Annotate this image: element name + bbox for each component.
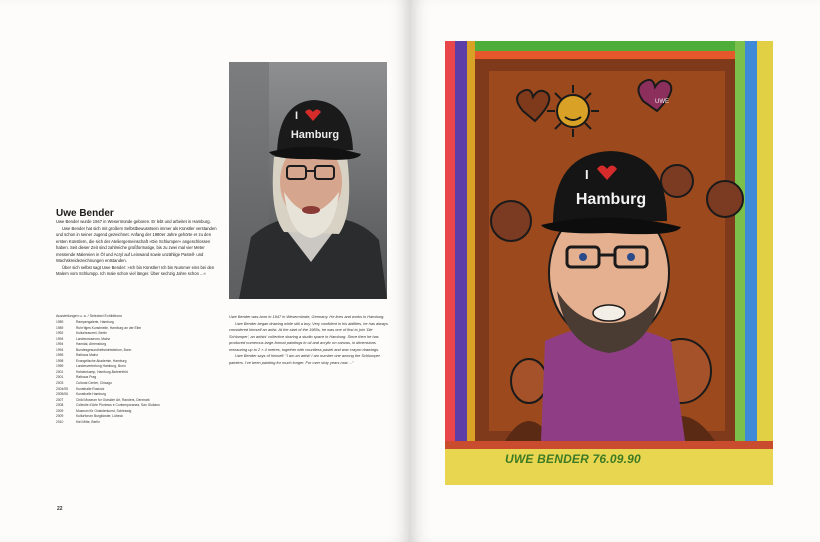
exhibition-venue: Child Museum for Outsider Art, Randers, Denmark bbox=[76, 397, 150, 402]
crayon-drawing-artwork bbox=[445, 41, 773, 485]
exhibition-year: 2008 bbox=[56, 403, 64, 408]
exhibition-year: 2010 bbox=[56, 419, 64, 424]
exhibitions-list bbox=[56, 320, 216, 425]
exhibition-venue: Evangelische Akademie, Hamburg bbox=[76, 358, 127, 363]
exhibition-venue: Holstenkamp, Hamburg-Bahrenfeld bbox=[76, 369, 128, 374]
exhibition-venue: Kulturbrauerei, Berlin bbox=[76, 331, 107, 336]
bio-paragraph: Uwe Bender wurde 1947 in Wesermünde geboren. Er lebt und arbeitet in Hamburg. bbox=[56, 219, 211, 224]
exhibition-year: 2001 bbox=[56, 369, 64, 374]
exhibition-year: 1995 bbox=[56, 353, 64, 358]
exhibition-venue: Kunsthalle Rostock bbox=[76, 386, 105, 391]
bio-paragraph: Über sich selbst sagt Uwe Bender: »Ich bin Künstler! Ich bin Nummer eins bei den Malern vom Schlumpp. Ich male schon viel länger. Über sechzig Jahre schon ...« bbox=[56, 264, 215, 276]
exhibition-venue: Landesvertretung Hamburg, Bonn bbox=[76, 364, 126, 369]
exhibition-venue: Rathaus Mainz bbox=[76, 353, 98, 358]
exhibition-year: 2004/05 bbox=[56, 386, 68, 391]
exhibition-venue: Bundesgesundheitsministerium, Bonn bbox=[76, 347, 132, 352]
exhibition-year: 2009 bbox=[56, 414, 64, 419]
exhibition-venue: Rathaus Prag bbox=[76, 375, 97, 380]
artist-portrait-photo bbox=[229, 62, 387, 299]
english-bio-paragraph: Uwe Bender was born in 1947 in Wesermünde, Germany. He lives and works in Hamburg. bbox=[229, 314, 385, 319]
german-biography bbox=[56, 219, 220, 278]
exhibition-year: 1992 bbox=[56, 331, 64, 336]
exhibition-year: 1989 bbox=[56, 320, 64, 324]
exhibition-year: 1999 bbox=[56, 364, 64, 369]
photo-cap-i-text: I bbox=[295, 110, 299, 122]
exhibition-year: 1989 bbox=[56, 325, 64, 330]
exhibition-year: 1998 bbox=[56, 358, 64, 363]
exhibition-year: 1994 bbox=[56, 336, 64, 341]
page-number: 22 bbox=[57, 506, 63, 512]
exhibition-year: 1994 bbox=[56, 347, 64, 352]
drawing-cap-i-text: I bbox=[585, 167, 589, 182]
exhibition-venue: Kiel Mitte, Berlin bbox=[76, 419, 100, 424]
exhibition-venue: Hamdal, Ahrensburg bbox=[76, 342, 107, 347]
exhibition-year: 2003 bbox=[56, 381, 64, 386]
exhibition-year: 1994 bbox=[56, 342, 64, 347]
english-bio-paragraph: Uwe Bender began drawing while still a boy. Very confident in his abilities, he has always considered himself an artist. At the start of the 1980s, he was one of first to join 'Die Schlumper', an artists' collective sharing a studio space in Hamburg. Since then he has produced numerous large-format paintings in oil and acrylic on canvas, in dimensions measuring up to 2 × 4 metres, together with countless pastel and wax crayon drawings. bbox=[229, 320, 388, 352]
artist-name: Uwe Bender bbox=[56, 208, 114, 219]
exhibition-venue: Landesmuseum, Mainz bbox=[76, 336, 111, 341]
drawing-cap-text: Hamburg bbox=[575, 191, 647, 208]
exhibition-venue: Rampengalerie, Hamburg bbox=[76, 320, 114, 324]
exhibition-venue: Museum für Outsiderkunst, Schleswig bbox=[76, 408, 132, 413]
exhibition-venue: Collectie d'Arte Plurimus e Contemporanea, San Giuliano bbox=[76, 403, 160, 408]
exhibition-venue: Kulturforum Burgkloster, Lübeck bbox=[76, 414, 123, 419]
english-bio-paragraph: Uwe Bender says of himself: "I am an artist! I am number one among the Schlumper painters. I've been painting for much longer. For over sixty years now ..." bbox=[229, 353, 380, 365]
photo-cap-text: Hamburg bbox=[290, 129, 340, 141]
exhibition-venue: Ruhr'tiges Kunstmeile, Hamburg an der Elbe bbox=[76, 325, 142, 330]
exhibition-row bbox=[56, 420, 216, 426]
exhibition-year: 2001 bbox=[56, 375, 64, 380]
exhibition-venue: Cultural Center, Chicago bbox=[76, 381, 112, 386]
exhibition-year: 2005/06 bbox=[56, 392, 68, 397]
english-biography bbox=[229, 314, 391, 366]
exhibition-venue: Kunsthalle Hamburg bbox=[76, 392, 106, 397]
bio-paragraph: Uwe Bender hat sich mit großem Selbstbewusstsein immer als Künstler verstanden und schon in seiner Jugend gezeichnet. Anfang der 1980er Jahre gehörte er zu den ersten Künstlern, die sich der Ateliergemeinschaft »Die Schlumper« angeschlossen haben. Seit dieser Zeit sind zahlreiche großformatige, bis zu zwei mal vier Meter messende Malereien in Öl und Acryl auf Leinwand sowie unzählige Pastell- und Wachskreidezeichnungen entstanden. bbox=[56, 225, 217, 263]
drawing-signature: UWE BENDER 76.09.90 bbox=[505, 452, 641, 466]
exhibition-year: 2007 bbox=[56, 397, 64, 402]
drawing-heart-text: UWE bbox=[655, 99, 669, 105]
exhibitions-heading: Ausstellungen u. a. / Selected Exhibitions bbox=[56, 314, 122, 318]
exhibition-year: 2009 bbox=[56, 408, 64, 413]
